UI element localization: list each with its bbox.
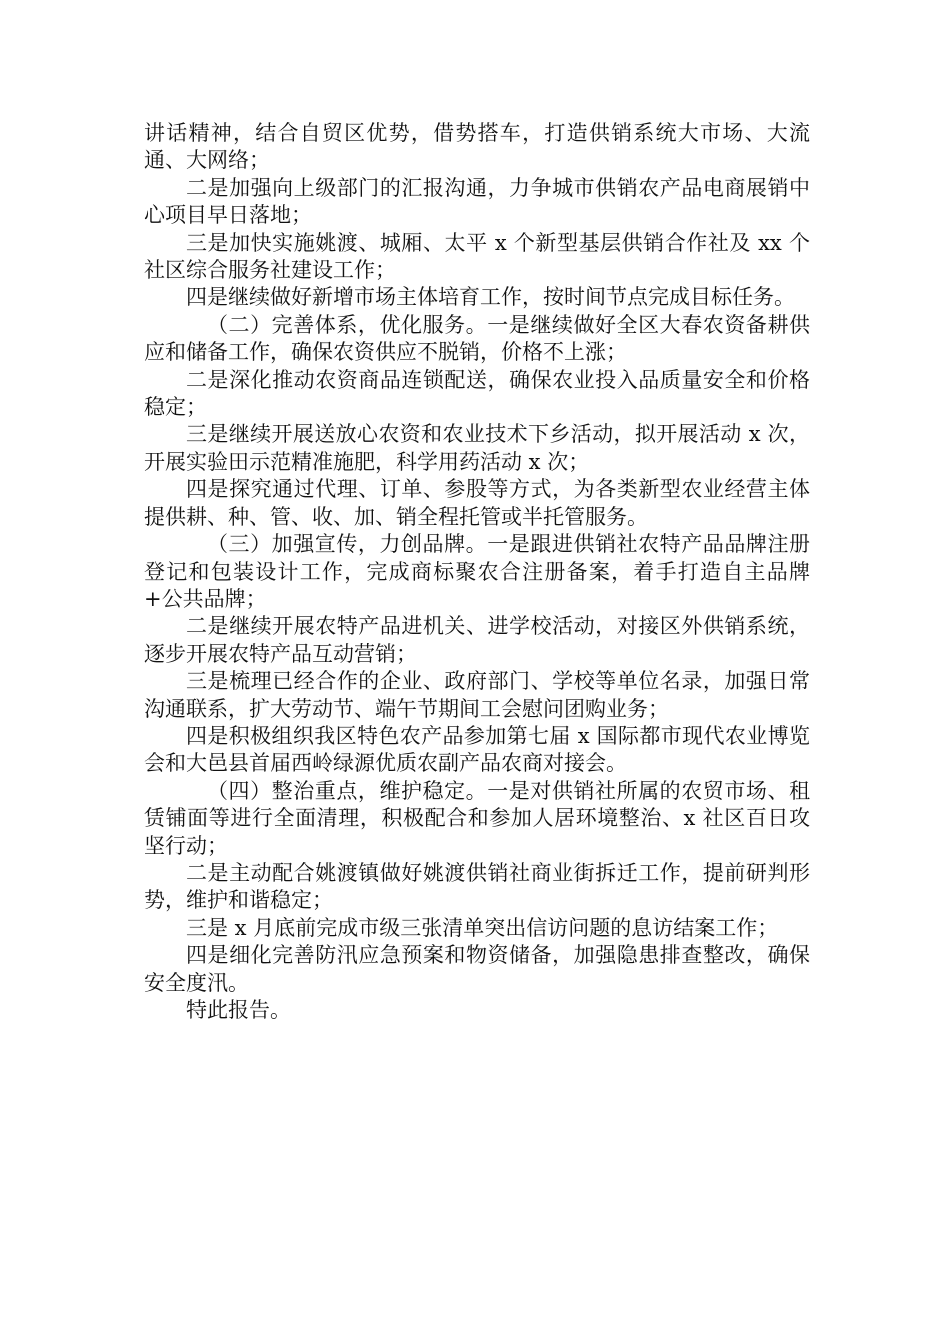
paragraph: 四是探究通过代理、订单、参股等方式，为各类新型农业经营主体提供耕、种、管、收、加、销全程托管或半托管服务。 <box>144 477 810 529</box>
paragraph: 四是继续做好新增市场主体培育工作，按时间节点完成目标任务。 <box>186 285 795 310</box>
paragraph: 三是加快实施姚渡、城厢、太平 x 个新型基层供销合作社及 xx 个社区综合服务社建设工作； <box>144 230 810 283</box>
section-paragraph: （二）完善体系，优化服务。一是继续做好全区大春农资备耕供应和储备工作，确保农资供应不脱销，价格不上涨； <box>144 312 810 365</box>
paragraph: 二是继续开展农特产品进机关、进学校活动，对接区外供销系统，逐步开展农特产品互动营销； <box>144 614 810 666</box>
paragraph: 讲话精神，结合自贸区优势，借势搭车，打造供销系统大市场、大流通、大网络； <box>144 121 810 173</box>
section-paragraph: （三）加强宣传，力创品牌。一是跟进供销社农特产品品牌注册登记和包装设计工作，完成商标聚农合注册备案，着手打造自主品牌+公共品牌； <box>144 532 810 611</box>
paragraph: 二是加强向上级部门的汇报沟通，力争城市供销农产品电商展销中心项目早日落地； <box>144 175 810 228</box>
paragraph: 二是主动配合姚渡镇做好姚渡供销社商业街拆迁工作，提前研判形势，维护和谐稳定； <box>144 860 810 913</box>
paragraph: 四是细化完善防汛应急预案和物资储备，加强隐患排查整改，确保安全度汛。 <box>144 943 810 995</box>
paragraph: 四是积极组织我区特色农产品参加第七届 x 国际都市现代农业博览会和大邑县首届西岭绿源优质农副产品农商对接会。 <box>144 723 810 776</box>
section-paragraph: （四）整治重点，维护稳定。一是对供销社所属的农贸市场、租赁铺面等进行全面清理，积极配合和参加人居环境整治、x 社区百日攻坚行动； <box>144 778 810 858</box>
paragraph: 二是深化推动农资商品连锁配送，确保农业投入品质量安全和价格稳定； <box>144 367 810 420</box>
paragraph: 三是 x 月底前完成市级三张清单突出信访问题的息访结案工作； <box>186 915 779 940</box>
document-body <box>144 120 810 1024</box>
closing-line: 特此报告。 <box>186 998 291 1022</box>
paragraph: 三是继续开展送放心农资和农业技术下乡活动，拟开展活动 x 次，开展实验田示范精准施肥，科学用药活动 x 次； <box>144 422 810 474</box>
paragraph: 三是梳理已经合作的企业、政府部门、学校等单位名录，加强日常沟通联系，扩大劳动节、端午节期间工会慰问团购业务； <box>144 669 810 721</box>
